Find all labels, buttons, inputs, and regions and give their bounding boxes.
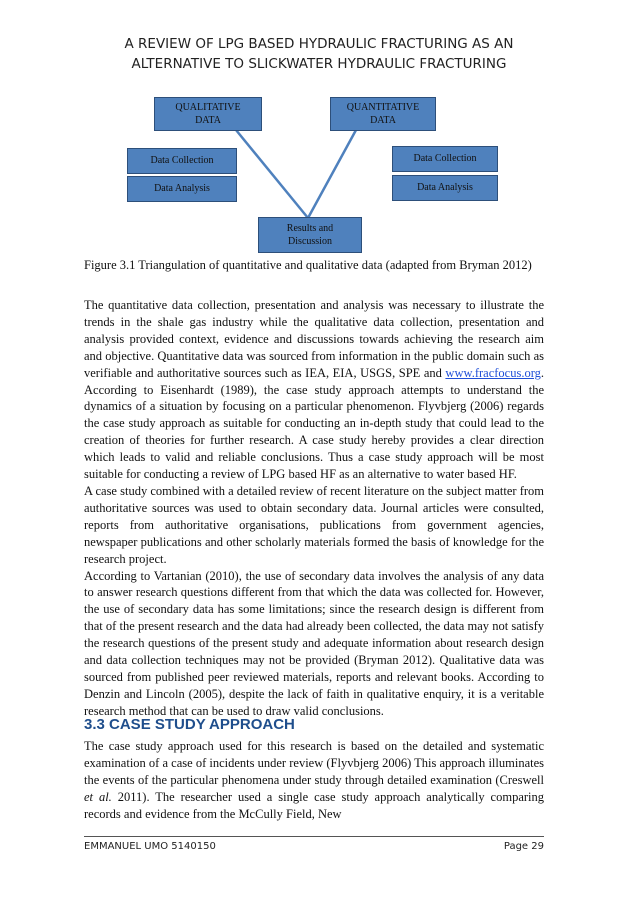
paragraph-1: [84, 297, 544, 483]
results-label-1: Results and: [286, 223, 334, 234]
section-paragraph-text-b: 2011). The researcher used a single case study approach analytically comparing records and evidence from the McCully Field, New: [84, 789, 544, 821]
triangulation-diagram: [0, 95, 638, 255]
section-text: [84, 738, 544, 823]
left-data-collection-box: [127, 148, 237, 174]
section-paragraph-text-a: The case study approach used for this research is based on the detailed and systematic examination of a case of incidents under review (Flyvbjerg 2006) This approach illuminates the events of the particular phenomena under study through detailed examination (Creswell: [84, 739, 544, 787]
running-header: [90, 34, 548, 74]
left-data-analysis-box: [127, 176, 237, 202]
connector-quantitative: [308, 130, 356, 218]
header-line-2: ALTERNATIVE TO SLICKWATER HYDRAULIC FRACTURING: [131, 56, 507, 72]
left-data-collection-label: Data Collection: [150, 155, 214, 166]
right-data-collection-label: Data Collection: [413, 153, 477, 164]
right-data-analysis-label: Data Analysis: [417, 182, 473, 193]
quantitative-label-1: QUANTITATIVE: [346, 102, 420, 113]
section-heading: 3.3 CASE STUDY APPROACH: [84, 716, 295, 733]
paragraph-1-text-a: The quantitative data collection, presentation and analysis was necessary to illustrate the trends in the shale gas industry while the qualitative data collection, presentation and analysis provided context, evidence and discussions towards achieving the research aim and objective. Quantitative data was sourced from information in the public domain such as verifiable and authoritative sources such as IEA, EIA, USGS, SPE and: [84, 298, 544, 380]
footer-divider: [84, 836, 544, 837]
paragraph-3: According to Vartanian (2010), the use of secondary data involves the analysis of any data to answer research questions different from that which the data was collected for. However, the use of secondary data has some limitations; since the research design is different from that of the present research and the data had already been collected, the data may not satisfy the research questions of the present study and adequate information about research design and data collection techniques may not be provided (Bryman 2012). Qualitative data was sourced from published peer reviewed materials, reports and relevant books. According to Denzin and Lincoln (2005), despite the lack of faith in qualitative enquiry, it is a veritable research method that can be used to draw valid conclusions.: [84, 568, 544, 718]
header-line-1: A REVIEW OF LPG BASED HYDRAULIC FRACTURING AS AN: [124, 36, 514, 52]
connector-qualitative: [236, 130, 308, 218]
quantitative-label-2: DATA: [370, 115, 396, 126]
left-data-analysis-label: Data Analysis: [154, 183, 210, 194]
qualitative-label-2: DATA: [195, 115, 221, 126]
right-data-collection-box: [392, 146, 498, 172]
body-text: [84, 297, 544, 720]
right-data-analysis-box: [392, 175, 498, 201]
footer-author: EMMANUEL UMO 5140150: [84, 841, 216, 852]
paragraph-2: A case study combined with a detailed review of recent literature on the subject matter from authoritative sources was used to obtain secondary data. Journal articles were consulted, reports from authoritative organisations, publications from government agencies, newspaper publications and other scholarly materials formed the basis of knowledge for the research project.: [84, 483, 544, 566]
figure-caption: Figure 3.1 Triangulation of quantitative and qualitative data (adapted from Bryman 2012): [84, 258, 532, 272]
results-label-2: Discussion: [288, 236, 332, 247]
footer-page-number: Page 29: [503, 841, 544, 852]
paragraph-1-text-b: . According to Eisenhardt (1989), the case study approach attempts to understand the dynamics of a situation by focusing on a particular phenomenon. Flyvbjerg (2006) regards the case study approach as suitable for conducting an in-depth study that could lead to the creation of theories for further research. A case study hereby provides a clear direction which leads to valid and reliable conclusions. Thus a case study approach will be most suitable for conducting a review of LPG based HF as an alternative to water based HF.: [84, 365, 544, 482]
qualitative-data-box: [154, 97, 262, 131]
quantitative-data-box: [330, 97, 436, 131]
qualitative-label-1: QUALITATIVE: [175, 102, 241, 113]
fracfocus-link[interactable]: www.fracfocus.org: [445, 365, 541, 380]
results-discussion-box: [258, 217, 362, 253]
section-paragraph-1: [84, 738, 544, 823]
section-paragraph-emphasis: et al.: [84, 789, 112, 804]
